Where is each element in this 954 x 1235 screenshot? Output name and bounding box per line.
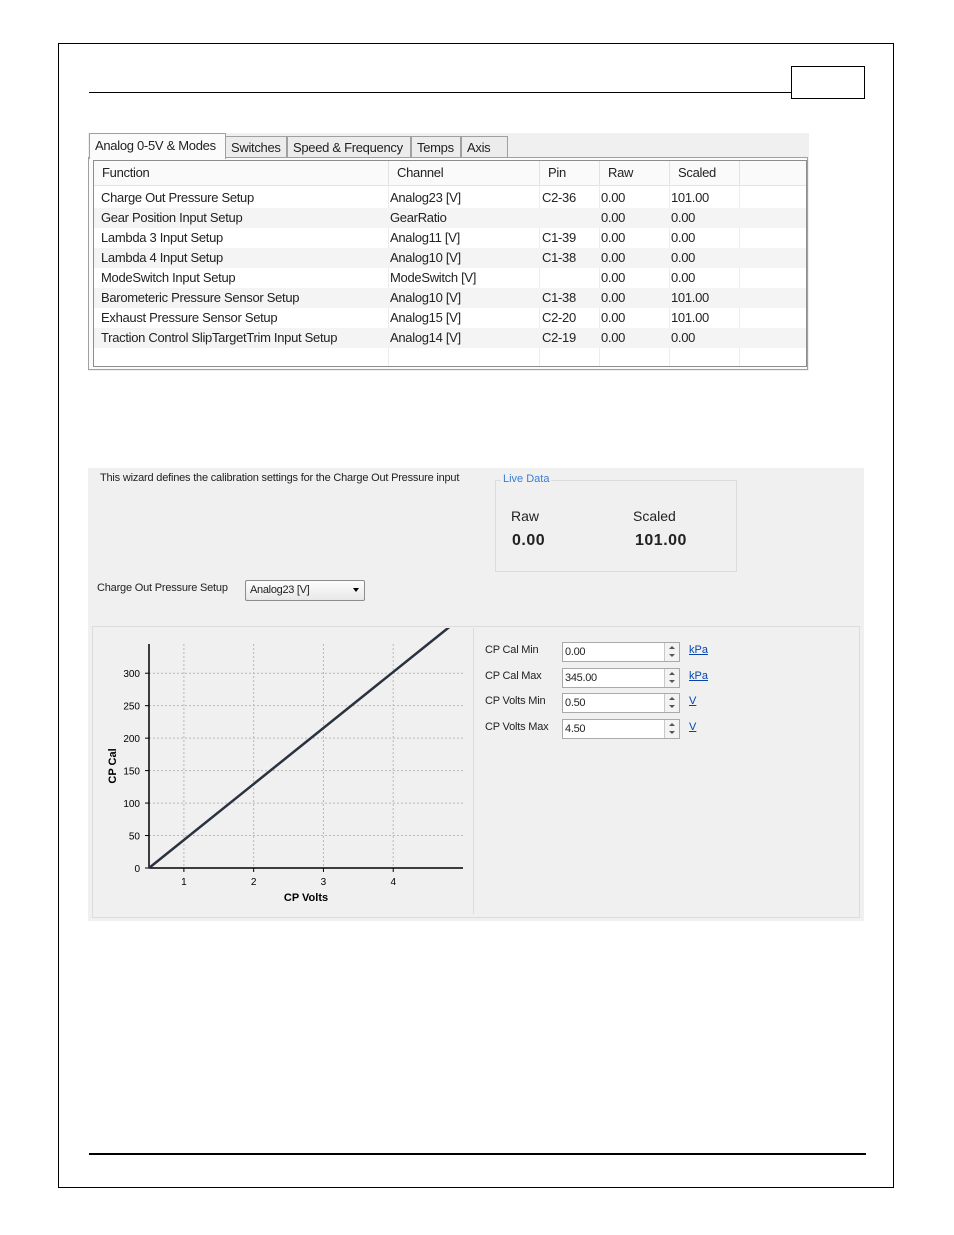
cell-channel: Analog23 [V]	[390, 190, 461, 205]
cell-raw: 0.00	[601, 270, 626, 285]
cp-cal-max-input[interactable]	[562, 668, 680, 688]
spin-up-icon	[669, 697, 675, 700]
y-tick-label: 250	[123, 701, 140, 713]
cp-cal-min-value: 0.00	[565, 646, 586, 658]
cp-cal-max-value: 345.00	[565, 672, 597, 684]
cell-scaled: 0.00	[671, 270, 696, 285]
setup-label: Charge Out Pressure Setup	[97, 582, 228, 594]
cell-function: ModeSwitch Input Setup	[101, 270, 236, 285]
cell-function: Lambda 4 Input Setup	[101, 250, 223, 265]
page-number-box	[791, 66, 865, 99]
cell-pin: C2-19	[542, 330, 576, 345]
column-header-function[interactable]: Function	[94, 161, 389, 185]
cp-volts-max-unit-link[interactable]: V	[689, 721, 697, 733]
cell-raw: 0.00	[601, 330, 626, 345]
cp-cal-min-spinner[interactable]	[664, 643, 679, 661]
live-raw-value: 0.00	[512, 532, 546, 549]
x-tick-label: 2	[250, 877, 257, 888]
cell-pin: C1-39	[542, 230, 576, 245]
cell-function: Lambda 3 Input Setup	[101, 230, 223, 245]
table-row[interactable]	[94, 228, 806, 248]
spin-down-icon	[669, 680, 675, 683]
chart-grid	[149, 644, 463, 868]
table-row[interactable]	[94, 248, 806, 268]
cell-scaled: 0.00	[671, 230, 696, 245]
cell-channel: Analog11 [V]	[390, 230, 460, 245]
cp-volts-max-input[interactable]	[562, 719, 680, 739]
cp-volts-min-value: 0.50	[565, 697, 586, 709]
y-tick-label: 100	[123, 799, 140, 811]
table-row[interactable]	[94, 208, 806, 228]
cell-pin: C2-20	[542, 310, 576, 325]
tab-switches[interactable]: Switches	[225, 136, 287, 157]
cp-cal-max-label: CP Cal Max	[485, 670, 542, 682]
cell-channel: ModeSwitch [V]	[390, 270, 477, 285]
tab-axis[interactable]: Axis	[461, 136, 508, 157]
y-tick-label: 200	[123, 734, 140, 746]
cell-function: Barometeric Pressure Sensor Setup	[101, 290, 300, 305]
channel-select-value: Analog23 [V]	[250, 584, 310, 596]
cell-function: Traction Control SlipTargetTrim Input Setup	[101, 330, 338, 345]
footer-rule	[89, 1153, 866, 1155]
y-tick-label: 50	[128, 831, 140, 843]
area-divider	[473, 628, 474, 914]
chart-series	[149, 628, 463, 868]
tab-temps[interactable]: Temps	[411, 136, 461, 157]
column-header-channel[interactable]: Channel	[389, 161, 540, 185]
cp-cal-max-spinner[interactable]	[664, 669, 679, 687]
spin-up-icon	[669, 672, 675, 675]
wizard-description: This wizard defines the calibration settings for the Charge Out Pressure input	[100, 472, 460, 484]
function-table	[93, 160, 807, 367]
cell-function: Gear Position Input Setup	[101, 210, 243, 225]
table-row[interactable]	[94, 268, 806, 288]
tab-speed-frequency[interactable]: Speed & Frequency	[287, 136, 411, 157]
cp-volts-max-value: 4.50	[565, 723, 586, 735]
column-header-raw[interactable]: Raw	[600, 161, 670, 185]
cell-raw: 0.00	[601, 230, 626, 245]
function-grid-panel	[88, 133, 809, 371]
cell-function: Charge Out Pressure Setup	[101, 190, 254, 205]
table-row[interactable]	[94, 188, 806, 208]
spin-down-icon	[669, 731, 675, 734]
header-rule	[89, 92, 791, 93]
cp-cal-max-unit-link[interactable]: kPa	[689, 670, 708, 682]
spin-down-icon	[669, 705, 675, 708]
table-row[interactable]	[94, 308, 806, 328]
live-scaled-label: Scaled	[633, 508, 676, 524]
cell-channel: GearRatio	[390, 210, 447, 225]
y-tick-label: 300	[123, 669, 140, 681]
live-data-title: Live Data	[503, 473, 550, 485]
x-tick-label: 3	[320, 877, 327, 888]
cp-volts-min-spinner[interactable]	[664, 694, 679, 712]
cell-raw: 0.00	[601, 250, 626, 265]
table-header	[94, 161, 806, 186]
cell-scaled: 0.00	[671, 210, 696, 225]
tab-analog-modes[interactable]: Analog 0-5V & Modes	[89, 133, 226, 159]
spin-up-icon	[669, 646, 675, 649]
cell-scaled: 101.00	[671, 290, 709, 305]
cp-cal-min-input[interactable]	[562, 642, 680, 662]
cell-scaled: 0.00	[671, 330, 696, 345]
cp-volts-max-spinner[interactable]	[664, 720, 679, 738]
live-data-group	[495, 480, 737, 572]
spin-down-icon	[669, 654, 675, 657]
cell-scaled: 0.00	[671, 250, 696, 265]
table-row[interactable]	[94, 328, 806, 348]
y-axis-label: CP Cal	[107, 748, 119, 784]
cell-scaled: 101.00	[671, 190, 709, 205]
y-tick-label: 0	[134, 864, 140, 875]
table-row[interactable]	[94, 288, 806, 308]
tab-strip	[88, 133, 809, 159]
cell-channel: Analog15 [V]	[390, 310, 461, 325]
chevron-down-icon	[353, 588, 359, 592]
spin-up-icon	[669, 723, 675, 726]
y-tick-label: 150	[123, 766, 140, 778]
cell-channel: Analog14 [V]	[390, 330, 461, 345]
cp-cal-min-unit-link[interactable]: kPa	[689, 644, 708, 656]
cell-scaled: 101.00	[671, 310, 709, 325]
cp-volts-min-label: CP Volts Min	[485, 695, 546, 707]
series-line	[149, 628, 463, 868]
calibration-chart	[88, 628, 473, 920]
live-raw-label: Raw	[511, 508, 540, 524]
cp-volts-max-label: CP Volts Max	[485, 721, 549, 733]
cp-volts-min-unit-link[interactable]: V	[689, 695, 697, 707]
grid-frame	[88, 157, 808, 370]
cell-channel: Analog10 [V]	[390, 290, 461, 305]
chart-axes	[149, 644, 463, 868]
x-tick-label: 1	[181, 877, 187, 888]
cell-pin: C2-36	[542, 190, 576, 205]
cell-raw: 0.00	[601, 290, 626, 305]
cell-channel: Analog10 [V]	[390, 250, 461, 265]
cp-cal-min-label: CP Cal Min	[485, 644, 539, 656]
column-header-pin[interactable]: Pin	[540, 161, 600, 185]
x-tick-label: 4	[390, 877, 397, 888]
column-header-scaled[interactable]: Scaled	[670, 161, 740, 185]
live-scaled-value: 101.00	[635, 532, 687, 549]
cell-function: Exhaust Pressure Sensor Setup	[101, 310, 278, 325]
calibration-wizard-panel	[88, 468, 864, 921]
channel-select[interactable]	[245, 580, 365, 601]
x-axis-label: CP Volts	[283, 892, 329, 904]
cell-raw: 0.00	[601, 190, 626, 205]
cell-pin: C1-38	[542, 290, 576, 305]
cell-raw: 0.00	[601, 310, 626, 325]
cp-volts-min-input[interactable]	[562, 693, 680, 713]
cell-pin: C1-38	[542, 250, 576, 265]
cell-raw: 0.00	[601, 210, 626, 225]
